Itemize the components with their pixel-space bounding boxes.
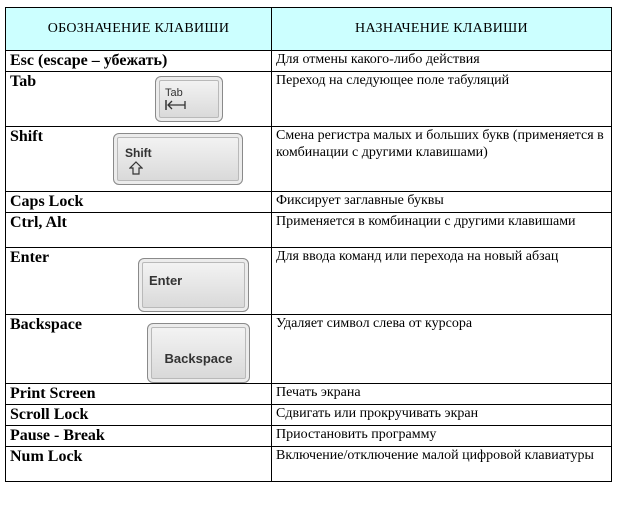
- enter-keycap-label: Enter: [149, 273, 183, 288]
- shift-arrow-icon: [129, 161, 143, 175]
- table-row: [6, 72, 612, 127]
- key-purpose: Переход на следующее поле табуляций: [272, 72, 612, 127]
- key-purpose: Включение/отключение малой цифровой клавиатуры: [272, 447, 612, 482]
- table-row: [6, 192, 612, 213]
- key-name: Tab: [10, 73, 37, 90]
- shift-keycap-image: [113, 133, 243, 185]
- key-name: Pause - Break: [6, 426, 272, 447]
- key-name: Esc (escape – убежать): [6, 51, 272, 72]
- table-row: [6, 447, 612, 482]
- table-header-row: [6, 8, 612, 51]
- key-purpose: Сдвигать или прокручивать экран: [272, 405, 612, 426]
- key-name: Shift: [10, 128, 43, 145]
- key-name: Num Lock: [6, 447, 272, 482]
- tab-keycap-label: Tab: [165, 87, 183, 99]
- key-purpose: Для ввода команд или перехода на новый абзац: [272, 248, 612, 315]
- key-purpose: Применяется в комбинации с другими клавишами: [272, 213, 612, 248]
- key-name: Print Screen: [6, 384, 272, 405]
- key-name: Enter: [10, 249, 50, 266]
- key-purpose: Для отмены какого-либо действия: [272, 51, 612, 72]
- keyboard-keys-table: [5, 7, 612, 482]
- key-name: Backspace: [10, 316, 82, 333]
- key-purpose: Смена регистра малых и больших букв (применяется в комбинации с другими клавишами): [272, 127, 612, 192]
- key-name: Caps Lock: [6, 192, 272, 213]
- table-row: [6, 384, 612, 405]
- header-key-purpose: НАЗНАЧЕНИЕ КЛАВИШИ: [272, 8, 612, 51]
- backspace-keycap-label: Backspace: [164, 351, 233, 366]
- tab-keycap-image: [155, 76, 223, 122]
- key-purpose: Удаляет символ слева от курсора: [272, 315, 612, 384]
- enter-keycap-image: [138, 258, 249, 312]
- key-purpose: Печать экрана: [272, 384, 612, 405]
- tab-arrow-icon: [165, 99, 187, 111]
- key-purpose: Приостановить программу: [272, 426, 612, 447]
- table-row: [6, 315, 612, 384]
- table-row: [6, 213, 612, 248]
- table-row: [6, 248, 612, 315]
- table-row: [6, 405, 612, 426]
- key-name: Ctrl, Alt: [6, 213, 272, 248]
- key-purpose: Фиксирует заглавные буквы: [272, 192, 612, 213]
- key-name: Scroll Lock: [6, 405, 272, 426]
- table-row: [6, 51, 612, 72]
- backspace-keycap-image: [147, 323, 250, 383]
- table-row: [6, 127, 612, 192]
- shift-keycap-label: Shift: [125, 146, 152, 160]
- table-row: [6, 426, 612, 447]
- header-key-name: ОБОЗНАЧЕНИЕ КЛАВИШИ: [6, 8, 272, 51]
